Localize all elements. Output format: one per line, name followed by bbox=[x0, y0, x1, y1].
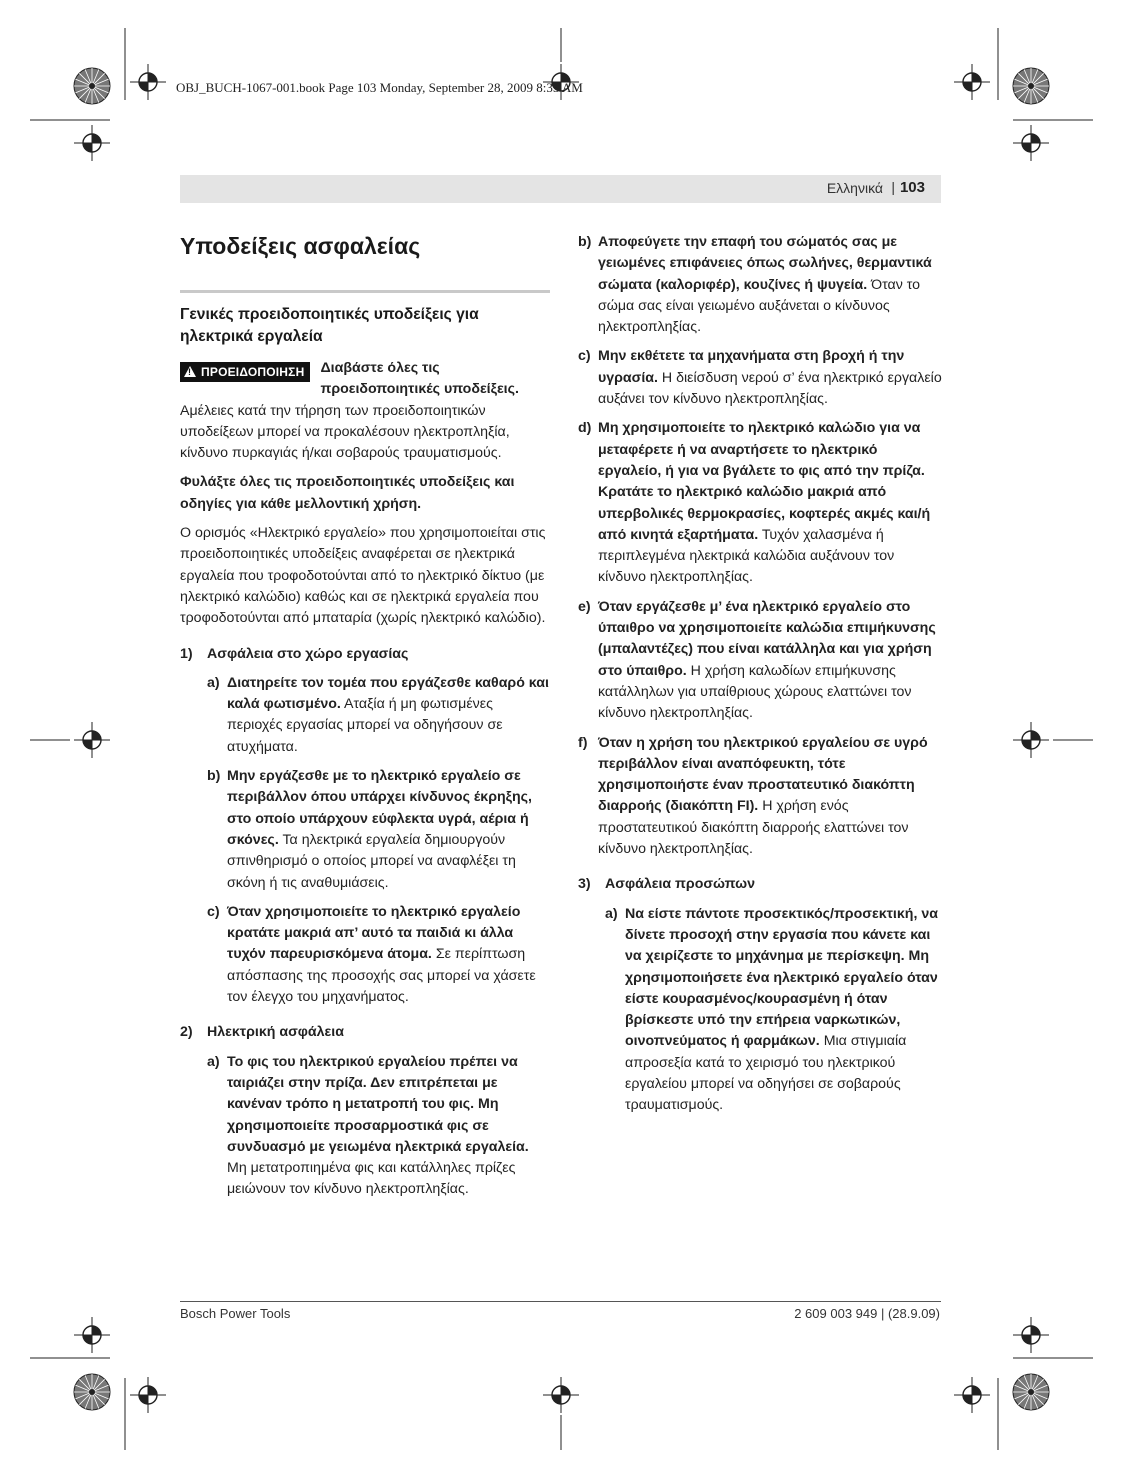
right-column bbox=[578, 232, 942, 1125]
item-text: Όταν το σώμα σας είναι γειωμένο αυξάνεται ο κίνδυνος ηλεκτροπληξίας. bbox=[598, 276, 921, 336]
item-label: a) bbox=[207, 1053, 220, 1070]
warning-triangle-icon bbox=[184, 366, 196, 377]
registration-mark-icon bbox=[130, 64, 166, 100]
list-item bbox=[180, 1052, 550, 1201]
list-item bbox=[578, 904, 942, 1117]
star-target-icon bbox=[74, 1374, 110, 1410]
item-text: Μη μετατροπιημένα φις και κατάλληλες πρίζες μειώνουν τον κίνδυνο ηλεκτροπληξίας. bbox=[227, 1160, 516, 1198]
keep-notice bbox=[180, 472, 550, 515]
list-item bbox=[180, 902, 550, 1008]
star-target-icon bbox=[1013, 1374, 1049, 1410]
registration-mark-icon bbox=[74, 1317, 110, 1353]
registration-mark-icon bbox=[130, 1377, 166, 1413]
item-bold: Μην εκθέτετε τα μηχανήματα στη βροχή ή την υγρασία. bbox=[598, 348, 905, 386]
item-bold: Όταν εργάζεσθε μ’ ένα ηλεκτρικό εργαλείο στο ύπαιθρο να χρησιμοποιείτε καλώδια επιμήκυνσης (μπαλαντέζες) που είναι κατάλληλα και για χρήση στο ύπαιθρο. bbox=[598, 598, 936, 679]
section-heading bbox=[578, 874, 942, 895]
item-bold: Διατηρείτε τον τομέα που εργάζεσθε καθαρό και καλά φωτισμένο. bbox=[227, 674, 549, 713]
header-separator: | bbox=[891, 179, 895, 195]
keep-notice-text: Φυλάξτε όλες τις προειδοποιητικές υποδείξεις και οδηγίες για κάθε μελλοντική χρήση. bbox=[180, 474, 515, 512]
print-slug-line: OBJ_BUCH-1067-001.book Page 103 Monday, September 28, 2009 8:35 AM bbox=[176, 80, 583, 95]
header-language: Ελληνικά bbox=[826, 180, 883, 196]
star-target-icon bbox=[74, 68, 110, 104]
item-label: d) bbox=[578, 420, 592, 437]
item-bold: Όταν χρησιμοποιείτε το ηλεκτρικό εργαλείο κρατάτε μακριά απ’ αυτό τα παιδιά κι άλλα τυχόν παρευρισκόμενα άτομα. bbox=[227, 903, 521, 963]
footer-rule bbox=[180, 1301, 941, 1302]
left-column bbox=[180, 226, 550, 1209]
item-label: f) bbox=[578, 734, 588, 751]
section-title: Ασφάλεια προσώπων bbox=[605, 876, 755, 893]
list-item bbox=[578, 597, 942, 725]
list-item bbox=[578, 232, 942, 338]
item-label: a) bbox=[605, 905, 618, 922]
section-title: Ηλεκτρική ασφάλεια bbox=[207, 1024, 344, 1041]
item-label: e) bbox=[578, 598, 591, 615]
registration-mark-icon bbox=[543, 1377, 579, 1413]
list-item bbox=[578, 418, 942, 588]
item-text: Η διείσδυση νερού σ’ ένα ηλεκτρικό εργαλείο αυξάνει τον κίνδυνο ηλεκτροπληξίας. bbox=[598, 369, 942, 408]
footer-code: 2 609 003 949 | (28.9.09) bbox=[794, 1306, 940, 1321]
item-bold: Μη χρησιμοποιείτε το ηλεκτρικό καλώδιο για να μεταφέρετε ή να αναρτήσετε το ηλεκτρικό εργαλείο, ή για να βγάλετε το φις από την πρίζα. Κρατάτε το ηλεκτρικό καλώδιο μακριά από υπερβολικές θερμοκρασίες, κοφτερές ακμές και/ή από κινητά εξαρτήματα. bbox=[598, 420, 931, 543]
section-title: Ασφάλεια στο χώρο εργασίας bbox=[207, 645, 409, 662]
item-label: c) bbox=[207, 903, 220, 920]
section-heading bbox=[180, 1022, 550, 1043]
section-number: 3) bbox=[578, 876, 591, 893]
warning-badge bbox=[180, 362, 310, 382]
item-bold: Να είστε πάντοτε προσεκτικός/προσεκτική, να δίνετε προσοχή στην εργασία που κάνετε και να χειρίζεστε το μηχάνημα με περίσκεψη. Μη χρησιμοποιήσετε ένα ηλεκτρικό εργαλείο όταν είστε κουρασμένος/κουρασμένη ή όταν βρίσκεστε υπό την επήρεια ναρκωτικών, οινοπνεύματος ή φαρμάκων. bbox=[625, 905, 938, 1050]
item-bold: Αποφεύγετε την επαφή του σώματός σας με γειωμένες επιφάνειες όπως σωλήνες, θερμαντικά σώματα (καλοριφέρ), κουζίνες ή ψυγεία. bbox=[598, 234, 932, 293]
item-text: Η χρήση ενός προστατευτικού διακόπτη διαρροής ελαττώνει τον κίνδυνο ηλεκτροπληξίας. bbox=[598, 798, 909, 858]
item-label: c) bbox=[578, 348, 591, 365]
section-rule bbox=[180, 290, 550, 293]
list-item bbox=[578, 346, 942, 410]
registration-mark-icon bbox=[1013, 722, 1049, 758]
item-text: Σε περίπτωση απόσπασης της προσοχής σας μπορεί να χάσετε τον έλεγχο του μηχανήματος. bbox=[227, 946, 536, 1006]
list-item bbox=[180, 673, 550, 758]
definition-paragraph: Ο ορισμός «Ηλεκτρικό εργαλείο» που χρησιμοποιείται στις προειδοποιητικές υποδείξεις αναφέρεται σε ηλεκτρικά εργαλεία που τροφοδοτούνται από το ηλεκτρικό δίκτυο (με ηλεκτρικό καλώδιο) καθώς και σε ηλεκτρικά εργαλεία που τροφοδοτούνται από μπαταρία (χωρίς ηλεκτρικό καλώδιο). bbox=[180, 525, 546, 627]
item-text: Τα ηλεκτρικά εργαλεία δημιουργούν σπινθηρισμό ο οποίος μπορεί να αναφλέξει τη σκόνη ή τις αναθυμιάσεις. bbox=[227, 831, 516, 891]
item-label: a) bbox=[207, 674, 220, 691]
item-text: Η χρήση καλωδίων επιμήκυνσης κατάλληλων για υπαίθριους χώρους ελαττώνει τον κίνδυνο ηλεκτροπληξίας. bbox=[598, 662, 912, 722]
running-header bbox=[180, 175, 941, 203]
list-item bbox=[578, 733, 942, 861]
item-label: b) bbox=[578, 234, 592, 250]
item-text: Αταξία ή μη φωτισμένες περιοχές εργασίας μπορεί να οδηγήσουν σε ατυχήματα. bbox=[227, 696, 503, 755]
section-subtitle: Γενικές προειδοποιητικές υποδείξεις για ηλεκτρικά εργαλεία bbox=[180, 306, 479, 345]
warning-text: Αμέλειες κατά την τήρηση των προειδοποιητικών υποδείξεων μπορεί να προκαλέσουν ηλεκτροπληξία, κίνδυνο πυρκαγιάς ή/και σοβαρούς τραυματισμούς. bbox=[180, 402, 510, 462]
page-title: Υποδείξεις ασφαλείας bbox=[180, 233, 421, 259]
registration-mark-icon bbox=[74, 722, 110, 758]
item-bold: Το φις του ηλεκτρικού εργαλείου πρέπει να ταιριάζει στην πρίζα. Δεν επιτρέπεται με κανέναν τρόπο η μετατροπή του φις. Μη χρησιμοποιείτε προσαρμοστικά φις σε συνδυασμό με γειωμένα ηλεκτρικά εργαλεία. bbox=[227, 1053, 529, 1155]
warning-paragraph bbox=[180, 358, 550, 464]
star-target-icon bbox=[1013, 68, 1049, 104]
section-heading bbox=[180, 644, 550, 665]
registration-mark-icon bbox=[74, 125, 110, 161]
warning-bold: Διαβάστε όλες τις προειδοποιητικές υποδείξεις. bbox=[320, 360, 519, 398]
registration-mark-icon bbox=[1013, 1317, 1049, 1353]
registration-mark-icon bbox=[954, 64, 990, 100]
registration-mark-icon bbox=[954, 1377, 990, 1413]
list-item bbox=[180, 766, 550, 894]
registration-mark-icon bbox=[1013, 125, 1049, 161]
item-label: b) bbox=[207, 768, 221, 785]
item-bold: Όταν η χρήση του ηλεκτρικού εργαλείου σε υγρό περιβάλλον είναι αναπόφευκτη, τότε χρησιμοποιήστε έναν προστατευτικό διακόπτη διαρροής (διακόπτη FI). bbox=[598, 734, 928, 815]
section-number: 2) bbox=[180, 1024, 193, 1041]
footer-brand: Bosch Power Tools bbox=[180, 1306, 291, 1321]
item-bold: Μην εργάζεσθε με το ηλεκτρικό εργαλείο σε περιβάλλον όπου υπάρχει κίνδυνος έκρηξης, στο οποίο υπάρχουν εύφλεκτα υγρά, αέρια ή σκόνες. bbox=[227, 768, 532, 848]
section-number: 1) bbox=[180, 645, 193, 662]
item-text: Τυχόν χαλασμένα ή περιπλεγμένα ηλεκτρικά καλώδια αυξάνουν τον κίνδυνο ηλεκτροπληξίας. bbox=[598, 526, 895, 586]
item-text: Μια στιγμιαία απροσεξία κατά το χειρισμό του ηλεκτρικού εργαλείου μπορεί να οδηγήσει σε σοβαρούς τραυματισμούς. bbox=[625, 1033, 907, 1114]
page-number: 103 bbox=[899, 179, 925, 196]
warning-badge-label: ΠΡΟΕΙΔΟΠΟΙΗΣΗ bbox=[201, 365, 305, 379]
